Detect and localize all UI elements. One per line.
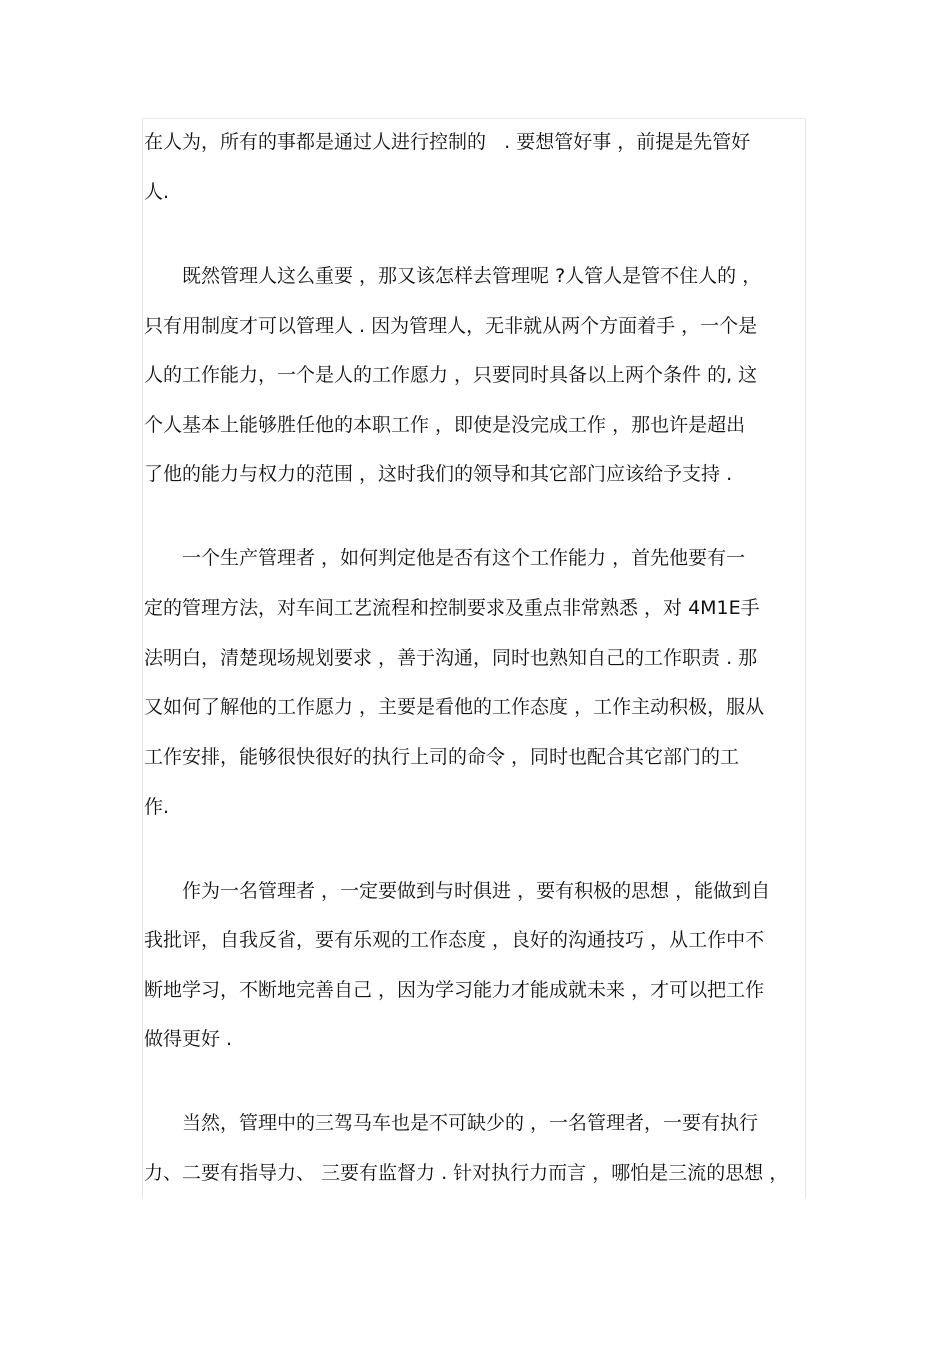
text-line: 做得更好 . <box>144 1028 233 1050</box>
text-line: 工作安排，能够很快很好的执行上司的命令 ，同时也配合其它部门的工 <box>144 746 740 768</box>
text-line: 作为一名管理者 ，一定要做到与时俱进 ，要有积极的思想 ，能做到自 <box>182 880 771 902</box>
text-line: 断地学习，不断地完善自己 ，因为学习能力才能成就未来 ，才可以把工作 <box>144 979 765 1001</box>
text-line: 当然，管理中的三驾马车也是不可缺少的 ，一名管理者，一要有执行 <box>182 1112 759 1134</box>
text-line: 人. <box>144 181 170 203</box>
text-line: 作. <box>144 796 170 818</box>
text-line: 在人为，所有的事都是通过人进行控制的 . 要想管好事 ，前提是先管好 <box>144 131 751 153</box>
text-line: 一个生产管理者 ，如何判定他是否有这个工作能力 ，首先他要有一 <box>182 547 746 569</box>
text-line: 既然管理人这么重要 ，那又该怎样去管理呢 ?人管人是管不住人的 ， <box>182 265 762 287</box>
text-line: 又如何了解他的工作愿力 ，主要是看他的工作态度 ，工作主动积极，服从 <box>144 696 765 718</box>
text-line: 定的管理方法，对车间工艺流程和控制要求及重点非常熟悉 ，对 4M1E手 <box>144 597 760 619</box>
text-line: 力、二要有指导力、 三要有监督力 . 针对执行力而言 ，哪怕是三流的思想 ， <box>144 1162 789 1184</box>
text-line: 人的工作能力，一个是人的工作愿力 ，只要同时具备以上两个条件 的, 这 <box>144 364 758 386</box>
text-line: 了他的能力与权力的范围 ，这时我们的领导和其它部门应该给予支持 . <box>144 463 733 485</box>
text-line: 只有用制度才可以管理人 . 因为管理人，无非就从两个方面着手 ，一个是 <box>144 315 758 337</box>
text-line: 个人基本上能够胜任他的本职工作 ，即使是没完成工作 ，那也许是超出 <box>144 414 746 436</box>
text-line: 我批评，自我反省，要有乐观的工作态度 ，良好的沟通技巧 ，从工作中不 <box>144 929 765 951</box>
text-line: 法明白，清楚现场规划要求 ，善于沟通，同时也熟知自己的工作职责 . 那 <box>144 647 758 669</box>
